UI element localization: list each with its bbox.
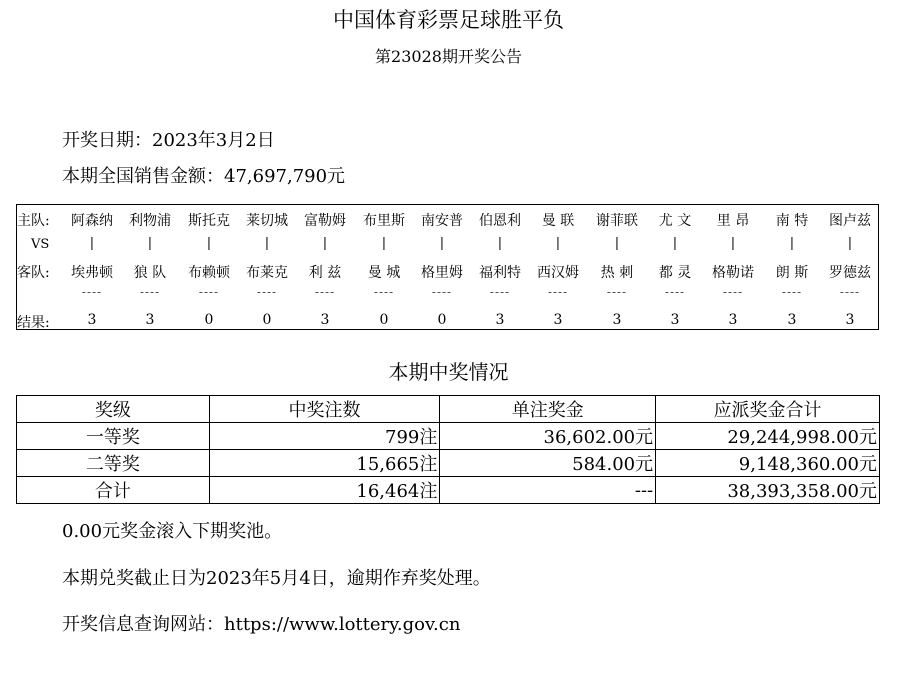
match-result: 3 xyxy=(145,312,155,328)
vs-separator: | xyxy=(439,236,445,251)
away-label: 客队: xyxy=(17,265,50,281)
match-result: 0 xyxy=(262,312,272,328)
prize-level: 二等奖 xyxy=(17,450,210,477)
home-team: 斯托克 xyxy=(188,213,230,229)
result-divider: ---- xyxy=(139,285,161,299)
prize-header-row xyxy=(17,396,880,423)
away-team: 罗德兹 xyxy=(829,265,871,281)
match-table xyxy=(16,204,879,330)
result-divider: ---- xyxy=(606,285,628,299)
vs-separator: | xyxy=(381,236,387,251)
away-team: 热 刺 xyxy=(600,265,634,281)
total-prize: 29,244,998.00元 xyxy=(656,423,880,450)
vs-separator: | xyxy=(672,236,678,251)
match-result: 3 xyxy=(728,312,738,328)
result-divider: ---- xyxy=(256,285,278,299)
table-row xyxy=(17,477,880,504)
result-divider: ---- xyxy=(198,285,220,299)
result-divider: ---- xyxy=(81,285,103,299)
home-label: 主队: xyxy=(17,213,50,229)
header-winners: 中奖注数 xyxy=(209,396,440,423)
table-row xyxy=(17,450,880,477)
vs-separator: | xyxy=(730,236,736,251)
result-divider: ---- xyxy=(839,285,861,299)
vs-separator: | xyxy=(322,236,328,251)
home-team: 伯恩利 xyxy=(479,213,521,229)
vs-separator: | xyxy=(147,236,153,251)
winner-count: 16,464注 xyxy=(209,477,440,504)
home-team: 里 昂 xyxy=(716,213,750,229)
total-prize: 9,148,360.00元 xyxy=(656,450,880,477)
total-prize: 38,393,358.00元 xyxy=(656,477,880,504)
home-team: 图卢兹 xyxy=(829,213,871,229)
announcement-title: 中国体育彩票足球胜平负 xyxy=(333,8,564,32)
prize-level: 一等奖 xyxy=(17,423,210,450)
home-team: 尤 文 xyxy=(658,213,692,229)
vs-separator: | xyxy=(497,236,503,251)
match-result: 3 xyxy=(553,312,563,328)
result-divider: ---- xyxy=(781,285,803,299)
match-result: 0 xyxy=(437,312,447,328)
home-team: 利物浦 xyxy=(129,213,171,229)
match-result: 3 xyxy=(845,312,855,328)
away-team: 狼 队 xyxy=(133,265,167,281)
match-result: 3 xyxy=(787,312,797,328)
vs-separator: | xyxy=(555,236,561,251)
table-row xyxy=(17,423,880,450)
unit-prize: 36,602.00元 xyxy=(440,423,656,450)
home-team: 富勒姆 xyxy=(304,213,346,229)
vs-separator: | xyxy=(206,236,212,251)
home-team: 南 特 xyxy=(775,213,809,229)
away-team: 福利特 xyxy=(479,265,521,281)
result-divider: ---- xyxy=(314,285,336,299)
match-result: 0 xyxy=(379,312,389,328)
match-result: 3 xyxy=(612,312,622,328)
vs-separator: | xyxy=(847,236,853,251)
result-divider: ---- xyxy=(547,285,569,299)
match-result: 3 xyxy=(495,312,505,328)
match-result: 3 xyxy=(670,312,680,328)
vs-separator: | xyxy=(89,236,95,251)
vs-separator: | xyxy=(614,236,620,251)
match-result: 0 xyxy=(204,312,214,328)
home-team: 南安普 xyxy=(421,213,463,229)
prize-level: 合计 xyxy=(17,477,210,504)
vs-separator: | xyxy=(789,236,795,251)
rollover-note: 0.00元奖金滚入下期奖池。 xyxy=(62,521,283,542)
result-divider: ---- xyxy=(489,285,511,299)
vs-separator: | xyxy=(264,236,270,251)
prize-table xyxy=(16,395,880,504)
issue-subtitle: 第23028期开奖公告 xyxy=(375,47,522,66)
sales-amount: 本期全国销售金额：47,697,790元 xyxy=(62,166,346,187)
away-team: 西汉姆 xyxy=(537,265,579,281)
result-divider: ---- xyxy=(373,285,395,299)
result-divider: ---- xyxy=(664,285,686,299)
home-team: 曼 联 xyxy=(541,213,575,229)
draw-date: 开奖日期：2023年3月2日 xyxy=(62,130,275,151)
header-level: 奖级 xyxy=(17,396,210,423)
away-team: 朗 斯 xyxy=(775,265,809,281)
match-result: 3 xyxy=(87,312,97,328)
prize-section-title: 本期中奖情况 xyxy=(388,360,509,384)
unit-prize: 584.00元 xyxy=(440,450,656,477)
unit-prize: --- xyxy=(440,477,656,504)
away-team: 布莱克 xyxy=(246,265,288,281)
vs-label: VS xyxy=(31,237,50,252)
home-team: 谢菲联 xyxy=(596,213,638,229)
match-result: 3 xyxy=(320,312,330,328)
away-team: 布赖顿 xyxy=(188,265,230,281)
winner-count: 799注 xyxy=(209,423,440,450)
home-team: 阿森纳 xyxy=(71,213,113,229)
home-team: 布里斯 xyxy=(363,213,405,229)
away-team: 格勒诺 xyxy=(712,265,754,281)
away-team: 埃弗顿 xyxy=(71,265,113,281)
away-team: 格里姆 xyxy=(421,265,463,281)
away-team: 曼 城 xyxy=(367,265,401,281)
result-divider: ---- xyxy=(722,285,744,299)
away-team: 都 灵 xyxy=(658,265,692,281)
result-divider: ---- xyxy=(431,285,453,299)
header-unit-prize: 单注奖金 xyxy=(440,396,656,423)
home-team: 莱切城 xyxy=(246,213,288,229)
result-label: 结果: xyxy=(17,315,50,331)
header-total-prize: 应派奖金合计 xyxy=(656,396,880,423)
winner-count: 15,665注 xyxy=(209,450,440,477)
away-team: 利 兹 xyxy=(308,265,342,281)
website-note: 开奖信息查询网站：https://www.lottery.gov.cn xyxy=(62,614,461,635)
deadline-note: 本期兑奖截止日为2023年5月4日，逾期作弃奖处理。 xyxy=(62,568,491,589)
